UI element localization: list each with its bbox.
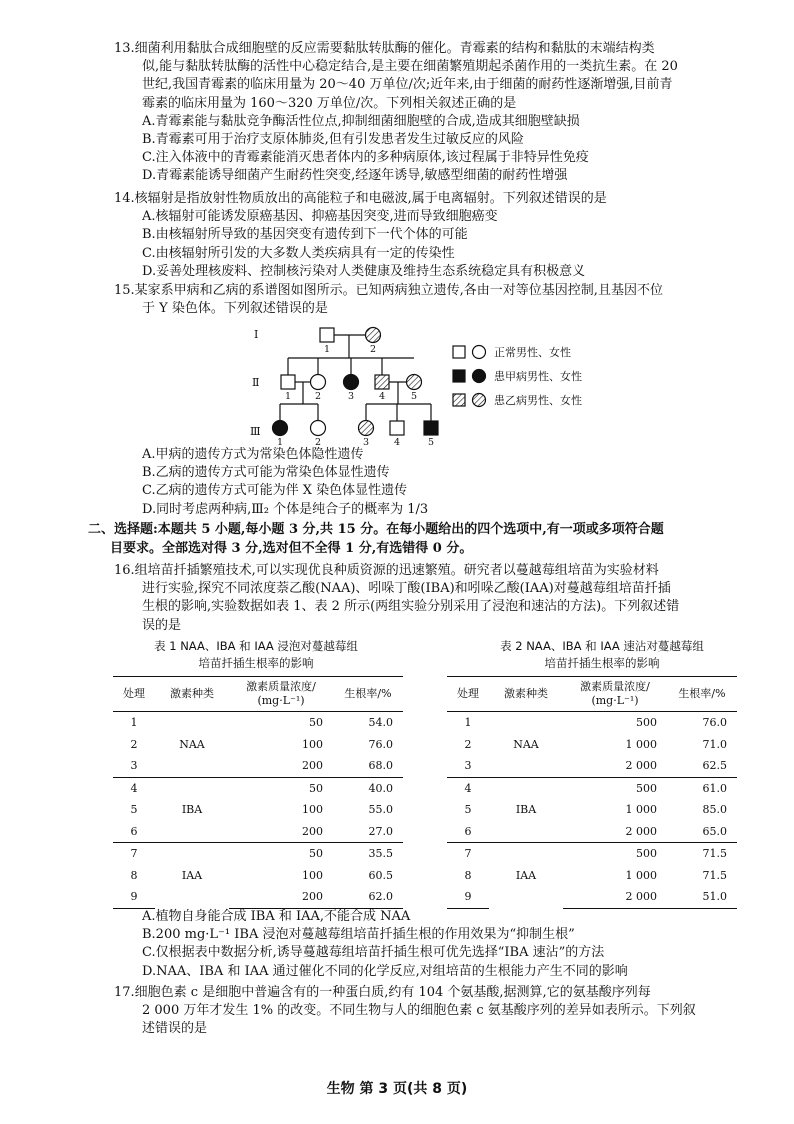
section-2-heading xyxy=(88,520,754,558)
table-1-caption-line-2: 培苗扦插生根率的影响 xyxy=(198,656,314,670)
question-15-options xyxy=(114,446,754,519)
legend-row-disease-b xyxy=(452,388,582,412)
concentration-cell: 500 xyxy=(563,777,667,799)
rooting-rate-cell: 62.5 xyxy=(702,759,727,773)
concentration-cell: 2 000 xyxy=(625,759,657,773)
table-1-caption-line-1: 表 1 NAA、IBA 和 IAA 浸泡对蔓越莓组 xyxy=(154,639,358,653)
page-footer: 生物 第 3 页(共 8 页) xyxy=(326,1081,468,1097)
rooting-rate-cell: 61.0 xyxy=(667,777,737,799)
rooting-rate-cell: 54.0 xyxy=(368,716,393,730)
q17-line-1: 17.细胞色素 c 是细胞中普遍含有的一种蛋白质,约有 104 个氨基酸,据测算,它的氨基酸序列每 xyxy=(114,985,651,1000)
q14-option-b: B.由核辐射所导致的基因突变有遗传到下一代个体的可能 xyxy=(142,227,468,243)
concentration-cell: 500 xyxy=(636,716,657,730)
gen2-label-4: 4 xyxy=(378,391,386,402)
treatment-cell: 1 xyxy=(130,716,138,730)
question-16 xyxy=(114,562,754,635)
gen1-label-1: 1 xyxy=(323,344,331,355)
gen2-female-5-disease-b xyxy=(407,375,422,390)
table-2-header-hormone: 激素种类 xyxy=(489,677,563,712)
table-2-caption xyxy=(462,638,742,672)
gen3-label-3: 3 xyxy=(362,437,370,446)
concentration-cell: 1 000 xyxy=(625,803,657,817)
concentration-cell: 200 xyxy=(302,824,323,838)
table-2-caption-line-2: 培苗扦插生根率的影响 xyxy=(544,656,660,670)
disease-b-symbol-icon xyxy=(452,392,488,408)
gen2-label-5: 5 xyxy=(410,391,418,402)
normal-symbol-icon xyxy=(452,344,488,360)
gen1-male-1-normal xyxy=(320,328,334,342)
treatment-cell: 3 xyxy=(464,759,472,773)
table-1-body xyxy=(113,712,403,909)
gen3-female-3-disease-b xyxy=(359,421,374,436)
q15-option-a: A.甲病的遗传方式为常染色体隐性遗传 xyxy=(142,447,364,462)
gen3-male-5-disease-a xyxy=(424,421,438,435)
q16-option-a: A.植物自身能合成 IBA 和 IAA,不能合成 NAA xyxy=(142,909,411,924)
q16-line-1: 16.组培苗扦插繁殖技术,可以实现优良种质资源的迅速繁殖。研究者以蔓越莓组培苗为实验材料 xyxy=(114,563,659,578)
generation-label-3: Ⅲ xyxy=(250,425,261,438)
gen2-label-2: 2 xyxy=(314,391,322,402)
q16-line-4: 误的是 xyxy=(142,617,182,633)
table-2-header-concentration-line-1: 激素质量浓度/ xyxy=(580,680,650,693)
gen3-label-4: 4 xyxy=(393,437,401,446)
table-row xyxy=(113,843,403,865)
table-row xyxy=(113,712,403,734)
table-2-header-treatment: 处理 xyxy=(447,677,489,712)
treatment-cell: 2 xyxy=(464,737,472,751)
gen2-spouse-male-normal xyxy=(281,375,295,389)
rooting-rate-cell: 55.0 xyxy=(368,803,393,817)
legend-normal-label: 正常男性、女性 xyxy=(494,346,571,359)
gen3-label-2: 2 xyxy=(314,437,322,446)
table-2-caption-line-1: 表 2 NAA、IBA 和 IAA 速沾对蔓越莓组 xyxy=(500,639,704,653)
q14-option-d: D.妥善处理核废料、控制核污染对人类健康及维持生态系统稳定具有积极意义 xyxy=(142,263,586,279)
q13-option-d: D.青霉素能诱导细菌产生耐药性突变,经逐年诱导,敏感型细菌的耐药性增强 xyxy=(142,168,568,184)
q13-line-4: 霉素的临床用量为 160～320 万单位/次。下列相关叙述正确的是 xyxy=(142,95,517,111)
legend-row-disease-a xyxy=(452,364,582,388)
question-17 xyxy=(114,984,754,1039)
table-row xyxy=(113,777,403,799)
question-16-options xyxy=(114,908,754,981)
legend-disease-a-label: 患甲病男性、女性 xyxy=(494,370,582,383)
q16-line-3: 生根的影响,实验数据如表 1、表 2 所示(两组实验分别采用了浸泡和速沾的方法)。下列叙述错 xyxy=(142,599,680,615)
rooting-rate-cell: 85.0 xyxy=(702,803,727,817)
q13-option-c: C.注入体液中的青霉素能消灭患者体内的多种病原体,该过程属于非特异性免疫 xyxy=(142,150,589,166)
legend-row-normal xyxy=(452,340,582,364)
gen2-label-3: 3 xyxy=(347,391,355,402)
concentration-cell: 2 000 xyxy=(625,824,657,838)
gen2-label-1: 1 xyxy=(284,391,292,402)
treatment-cell: 7 xyxy=(113,843,155,865)
q15-option-d: D.同时考虑两种病,Ⅲ₂ 个体是纯合子的概率为 1/3 xyxy=(142,501,429,517)
table-1-caption xyxy=(116,638,396,672)
treatment-cell: 5 xyxy=(464,803,472,817)
table-row xyxy=(447,712,737,734)
treatment-cell: 8 xyxy=(464,868,472,882)
q16-line-2: 进行实验,探究不同浓度萘乙酸(NAA)、吲哚丁酸(IBA)和吲哚乙酸(IAA)对蔓越莓组培苗扦插 xyxy=(142,581,671,597)
q15-option-c: C.乙病的遗传方式可能为伴 X 染色体显性遗传 xyxy=(142,483,408,499)
table-1-header-rooting-rate: 生根率/% xyxy=(333,677,403,712)
concentration-cell: 100 xyxy=(302,803,323,817)
legend-disease-b-label: 患乙病男性、女性 xyxy=(494,394,582,407)
gen3-female-1-disease-a xyxy=(273,421,288,436)
question-13 xyxy=(114,40,754,186)
gen3-female-2-normal xyxy=(311,421,326,436)
generation-label-2: Ⅱ xyxy=(252,376,260,389)
table-1-header-concentration-line-1: 激素质量浓度/ xyxy=(246,680,316,693)
table-1-header-concentration xyxy=(229,677,333,712)
concentration-cell: 1 000 xyxy=(625,737,657,751)
rooting-rate-cell: 76.0 xyxy=(702,716,727,730)
concentration-cell: 200 xyxy=(229,886,333,908)
table-1 xyxy=(113,676,403,909)
treatment-cell: 4 xyxy=(113,777,155,799)
q13-option-a: A.青霉素能与黏肽竞争酶活性位点,抑制细菌细胞壁的合成,造成其细胞壁缺损 xyxy=(142,113,580,129)
q14-option-c: C.由核辐射所引发的大多数人类疾病具有一定的传染性 xyxy=(142,245,455,261)
gen2-male-4-disease-b xyxy=(375,375,389,389)
gen3-label-1: 1 xyxy=(276,437,284,446)
rooting-rate-cell: 62.0 xyxy=(333,886,403,908)
table-1-header-concentration-line-2: (mg·L⁻¹) xyxy=(257,694,305,707)
table-2-body xyxy=(447,712,737,909)
q15-option-b: B.乙病的遗传方式可能为常染色体显性遗传 xyxy=(142,465,390,481)
table-row xyxy=(447,843,737,865)
q13-line-2: 似,能与黏肽转肽酶的活性中心稳定结合,是主要在细菌繁殖期起杀菌作用的一类抗生素。在 20 xyxy=(142,59,678,75)
gen2-female-3-disease-a xyxy=(344,375,359,390)
table-2-header-concentration-line-2: (mg·L⁻¹) xyxy=(591,694,639,707)
pedigree-legend xyxy=(452,340,582,412)
treatment-cell: 5 xyxy=(130,803,138,817)
q13-line-1: 13.细菌利用黏肽合成细胞壁的反应需要黏肽转肽酶的催化。青霉素的结构和黏肽的末端结构类 xyxy=(114,41,655,56)
table-2-header-row xyxy=(447,677,737,712)
section-2-line-2: 目要求。全部选对得 3 分,选对但不全得 1 分,有选错得 0 分。 xyxy=(110,541,473,556)
rooting-rate-cell: 51.0 xyxy=(667,886,737,908)
q15-line-1: 15.某家系甲病和乙病的系谱图如图所示。已知两病独立遗传,各由一对等位基因控制,且基因不位 xyxy=(114,283,663,298)
disease-a-symbol-icon xyxy=(452,368,488,384)
treatment-cell: 6 xyxy=(130,824,138,838)
q16-option-c: C.仅根据表中数据分析,诱导蔓越莓组培苗扦插生根可优先选择“IBA 速沾”的方法 xyxy=(142,945,605,961)
table-1-header-treatment: 处理 xyxy=(113,677,155,712)
gen3-male-4-normal xyxy=(390,421,404,435)
table-2 xyxy=(447,676,737,909)
concentration-cell: 2 000 xyxy=(563,886,667,908)
treatment-cell: 1 xyxy=(464,716,472,730)
treatment-cell: 6 xyxy=(464,824,472,838)
q16-option-d: D.NAA、IBA 和 IAA 通过催化不同的化学反应,对组培苗的生根能力产生不同的影响 xyxy=(142,963,628,979)
q17-line-2: 2 000 万年才发生 1% 的改变。不同生物与人的细胞色素 c 氨基酸序列的差异如表所示。下列叙 xyxy=(142,1003,696,1019)
table-1-header-row xyxy=(113,677,403,712)
hormone-cell: IBA xyxy=(155,777,229,843)
table-2-header-concentration xyxy=(563,677,667,712)
treatment-cell: 8 xyxy=(130,868,138,882)
gen1-female-2-disease-b xyxy=(366,328,381,343)
rooting-rate-cell: 71.5 xyxy=(702,868,727,882)
treatment-cell: 4 xyxy=(447,777,489,799)
treatment-cell: 3 xyxy=(130,759,138,773)
concentration-cell: 50 xyxy=(309,716,323,730)
hormone-cell: IAA xyxy=(489,843,563,909)
concentration-cell: 200 xyxy=(302,759,323,773)
hormone-cell: IBA xyxy=(489,777,563,843)
question-14 xyxy=(114,190,754,281)
q13-line-3: 世纪,我国青霉素的临床用量为 20～40 万单位/次;近年来,由于细菌的耐药性逐渐增强,目前青 xyxy=(142,77,673,93)
hormone-cell: NAA xyxy=(513,737,539,751)
concentration-cell: 500 xyxy=(563,843,667,865)
generation-label-1: Ⅰ xyxy=(254,328,259,341)
concentration-cell: 100 xyxy=(302,737,323,751)
q14-line-1: 14.核辐射是指放射性物质放出的高能粒子和电磁波,属于电离辐射。下列叙述错误的是 xyxy=(114,191,607,206)
rooting-rate-cell: 27.0 xyxy=(368,824,393,838)
treatment-cell: 2 xyxy=(130,737,138,751)
gen2-female-2-normal xyxy=(311,375,326,390)
concentration-cell: 100 xyxy=(302,868,323,882)
q14-option-a: A.核辐射可能诱发原癌基因、抑癌基因突变,进而导致细胞癌变 xyxy=(142,209,498,225)
concentration-cell: 50 xyxy=(229,843,333,865)
question-15 xyxy=(114,282,754,318)
treatment-cell: 9 xyxy=(447,886,489,908)
rooting-rate-cell: 60.5 xyxy=(368,868,393,882)
table-2-header-rooting-rate: 生根率/% xyxy=(667,677,737,712)
table-1-header-hormone: 激素种类 xyxy=(155,677,229,712)
gen3-label-5: 5 xyxy=(427,437,435,446)
table-row xyxy=(447,777,737,799)
rooting-rate-cell: 35.5 xyxy=(333,843,403,865)
concentration-cell: 1 000 xyxy=(625,868,657,882)
concentration-cell: 50 xyxy=(229,777,333,799)
q15-line-2: 于 Y 染色体。下列叙述错误的是 xyxy=(142,301,328,317)
rooting-rate-cell: 40.0 xyxy=(333,777,403,799)
treatment-cell: 7 xyxy=(447,843,489,865)
rooting-rate-cell: 68.0 xyxy=(368,759,393,773)
rooting-rate-cell: 65.0 xyxy=(702,824,727,838)
hormone-cell: IAA xyxy=(155,843,229,909)
hormone-cell: NAA xyxy=(179,737,205,751)
section-2-line-1: 二、选择题:本题共 5 小题,每小题 3 分,共 15 分。在每小题给出的四个选项中,有一项或多项符合题 xyxy=(88,522,664,537)
rooting-rate-cell: 71.5 xyxy=(667,843,737,865)
q13-option-b: B.青霉素可用于治疗支原体肺炎,但有引发患者发生过敏反应的风险 xyxy=(142,132,524,148)
rooting-rate-cell: 76.0 xyxy=(368,737,393,751)
gen1-label-2: 2 xyxy=(369,344,377,355)
q17-line-3: 述错误的是 xyxy=(142,1021,208,1037)
rooting-rate-cell: 71.0 xyxy=(702,737,727,751)
treatment-cell: 9 xyxy=(113,886,155,908)
q16-option-b: B.200 mg·L⁻¹ IBA 浸泡对蔓越莓组培苗扦插生根的作用效果为“抑制生根” xyxy=(142,927,575,943)
